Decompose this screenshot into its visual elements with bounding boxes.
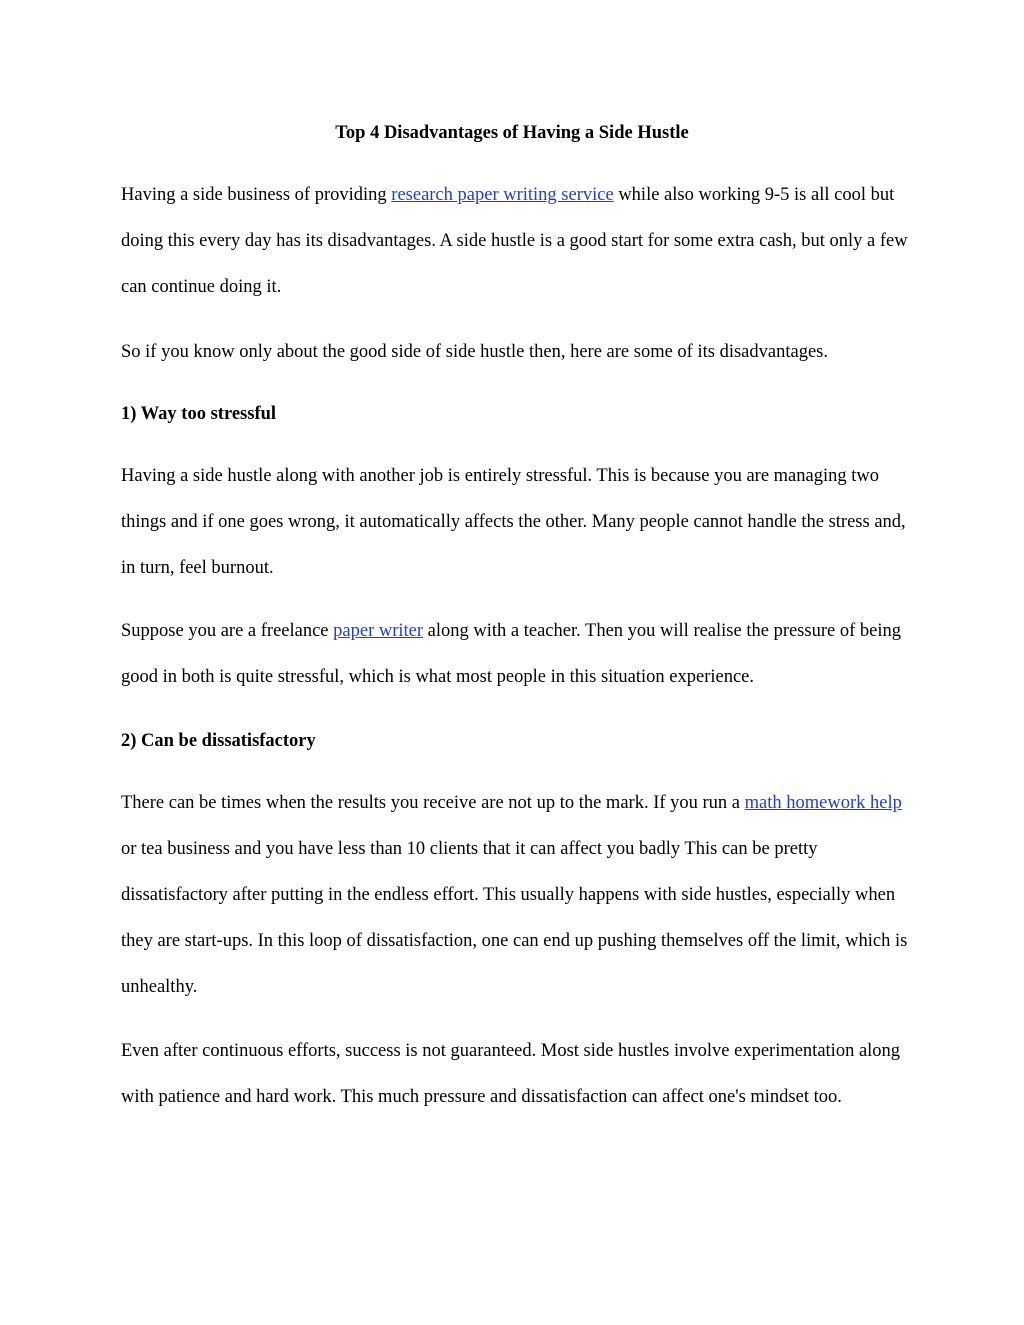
lead-in-paragraph: So if you know only about the good side of side hustle then, here are some of its disadvantages.: [121, 342, 828, 362]
section-1-paragraph-2-before: Suppose you are a freelance: [121, 621, 334, 641]
intro-text-before: Having a side business of providing: [121, 185, 392, 205]
section-2-paragraph-1: [121, 780, 911, 1010]
intro-paragraph: [121, 172, 911, 310]
math-homework-help-link[interactable]: math homework help: [744, 793, 902, 813]
paper-writer-link[interactable]: paper writer: [333, 621, 424, 641]
section-1-paragraph-2-after: along with a teacher. Then you will realise the pressure of being good in both is quite stressful, which is what most people in this situation experience.: [121, 621, 901, 687]
section-1-paragraph-2: [121, 608, 911, 700]
document-title: Top 4 Disadvantages of Having a Side Hustle: [335, 123, 689, 143]
section-2-paragraph-2: Even after continuous efforts, success is not guaranteed. Most side hustles involve experimentation along with patience and hard work. This much pressure and dissatisfaction can affect one's mindset too.: [121, 1041, 901, 1107]
section-1-heading: 1) Way too stressful: [121, 404, 277, 424]
intro-text-after: while also working 9-5 is all cool but doing this every day has its disadvantages. A side hustle is a good start for some extra cash, but only a few can continue doing it.: [121, 185, 908, 297]
research-paper-writing-service-link[interactable]: research paper writing service: [391, 185, 614, 205]
section-2-paragraph-1-after: or tea business and you have less than 10 clients that it can affect you badly This can be pretty dissatisfactory after putting in the endless effort. This usually happens with side hustles, especially when they are start-ups. In this loop of dissatisfaction, one can end up pushing themselves off the limit, which is unhealthy.: [121, 839, 908, 997]
section-1-paragraph-1: Having a side hustle along with another job is entirely stressful. This is because you are managing two things and if one goes wrong, it automatically affects the other. Many people cannot handle the stress and, in turn, feel burnout.: [121, 466, 906, 578]
section-2-paragraph-1-before: There can be times when the results you receive are not up to the mark. If you run a: [121, 793, 745, 813]
section-2-heading: 2) Can be dissatisfactory: [121, 731, 316, 751]
